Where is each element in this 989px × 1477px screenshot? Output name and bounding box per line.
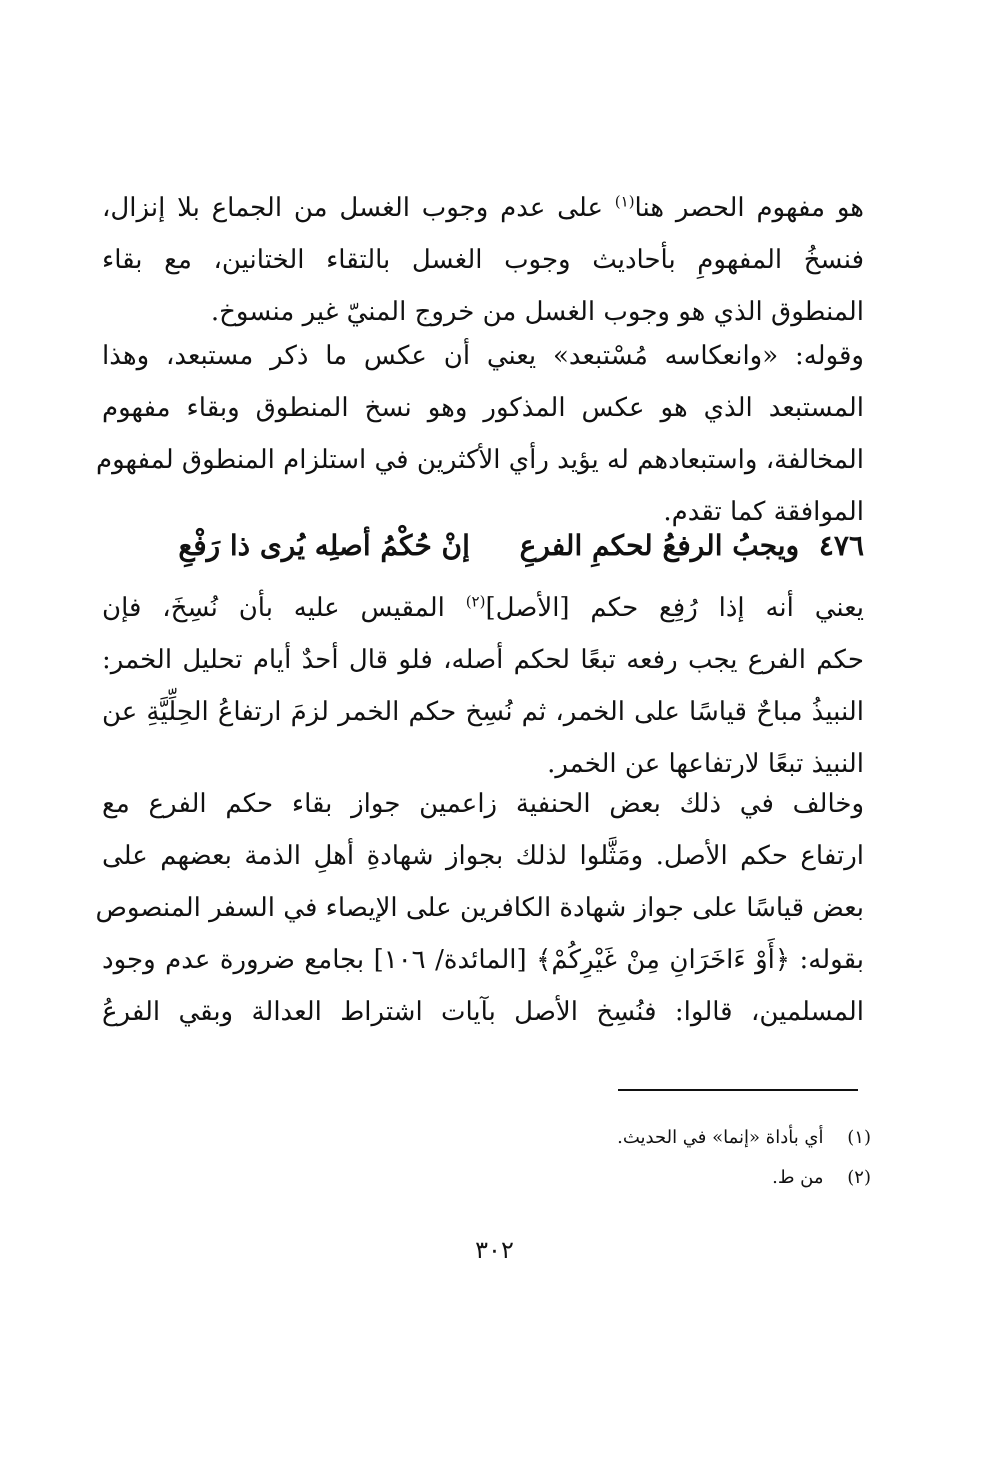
paragraph-3 (102, 582, 864, 790)
page-number: ٣٠٢ (475, 1236, 514, 1264)
footnote-2 (617, 1158, 871, 1198)
paragraph-2 (96, 330, 864, 538)
footnote-text: أي بأداة «إنما» في الحديث. (617, 1127, 824, 1148)
text-line: المخالفة، واستبعادهم له يؤيد رأي الأكثرين في استلزام المنطوق لمفهوم (96, 445, 864, 475)
footnote-ref-1[interactable]: (١) (614, 192, 635, 211)
text-line: حكم الفرع يجب رفعه تبعًا لحكم أصله، فلو قال أحدٌ أيام تحليل الخمر: (102, 645, 864, 675)
text-line (102, 582, 864, 634)
text-line: المستبعد الذي هو عكس المذكور وهو نسخ المنطوق وبقاء مفهوم (102, 393, 864, 423)
verse-hemistich-1: ويجبُ الرفعُ لحكمِ الفرعِ (519, 529, 800, 562)
footnote-number: (٢) (847, 1167, 871, 1188)
text-line: المنطوق الذي هو وجوب الغسل من خروج المنيّ غير منسوخ. (210, 297, 864, 327)
verse-number: ٤٧٦ (818, 529, 864, 562)
text-line: فنسخُ المفهومِ بأحاديث وجوب الغسل بالتقاء الختانين، مع بقاء (102, 245, 864, 275)
footnote-text: من ط. (772, 1167, 824, 1188)
text-line: وقوله: «وانعكاسه مُسْتبعد» يعني أن عكس ما ذكر مستبعد، وهذا (102, 341, 864, 371)
footnote-divider (618, 1089, 858, 1091)
text-line: بقوله: ﴿أَوْ ءَاخَرَانِ مِنْ غَيْرِكُمْ﴾ [المائدة/ ١٠٦] بجامع ضرورة عدم وجود (102, 945, 864, 975)
paragraph-4 (95, 778, 864, 1038)
paragraph-1 (102, 182, 864, 338)
verse-line (102, 520, 864, 572)
text-line: النبيذُ مباحٌ قياسًا على الخمر، ثم نُسِخ حكم الخمر لزمَ ارتفاعُ الحِلِّيَّةِ عن (102, 697, 864, 727)
text-line: المسلمين، قالوا: فنُسِخ الأصل بآيات اشتراط العدالة وبقي الفرعُ (102, 997, 864, 1027)
text-line: الموافقة كما تقدم. (663, 497, 864, 527)
text-run: المقيس عليه بأن نُسِخَ، فإن (102, 593, 466, 623)
text-line: النبيذ تبعًا لارتفاعها عن الخمر. (547, 749, 864, 779)
text-run: يعني أنه إذا رُفِع حكم [الأصل] (485, 593, 864, 623)
footnote-ref-2[interactable]: (٢) (465, 592, 486, 611)
footnote-number: (١) (847, 1127, 871, 1148)
text-run: هو مفهوم الحصر هنا (634, 193, 864, 223)
footnotes (617, 1118, 871, 1198)
text-run: على عدم وجوب الغسل من الجماع بلا إنزال، (102, 193, 615, 223)
verse-hemistich-2: إنْ حُكْمُ أصلِه يُرى ذا رَفْعِ (178, 529, 470, 562)
text-line: بعض قياسًا على جواز شهادة الكافرين على الإيصاء في السفر المنصوص (95, 893, 864, 923)
text-line: وخالف في ذلك بعض الحنفية زاعمين جواز بقاء حكم الفرع مع (102, 789, 864, 819)
text-line (102, 182, 864, 234)
footnote-1 (617, 1118, 871, 1158)
text-line: ارتفاع حكم الأصل. ومَثَّلوا لذلك بجواز شهادةِ أهلِ الذمة بعضهم على (102, 841, 864, 871)
